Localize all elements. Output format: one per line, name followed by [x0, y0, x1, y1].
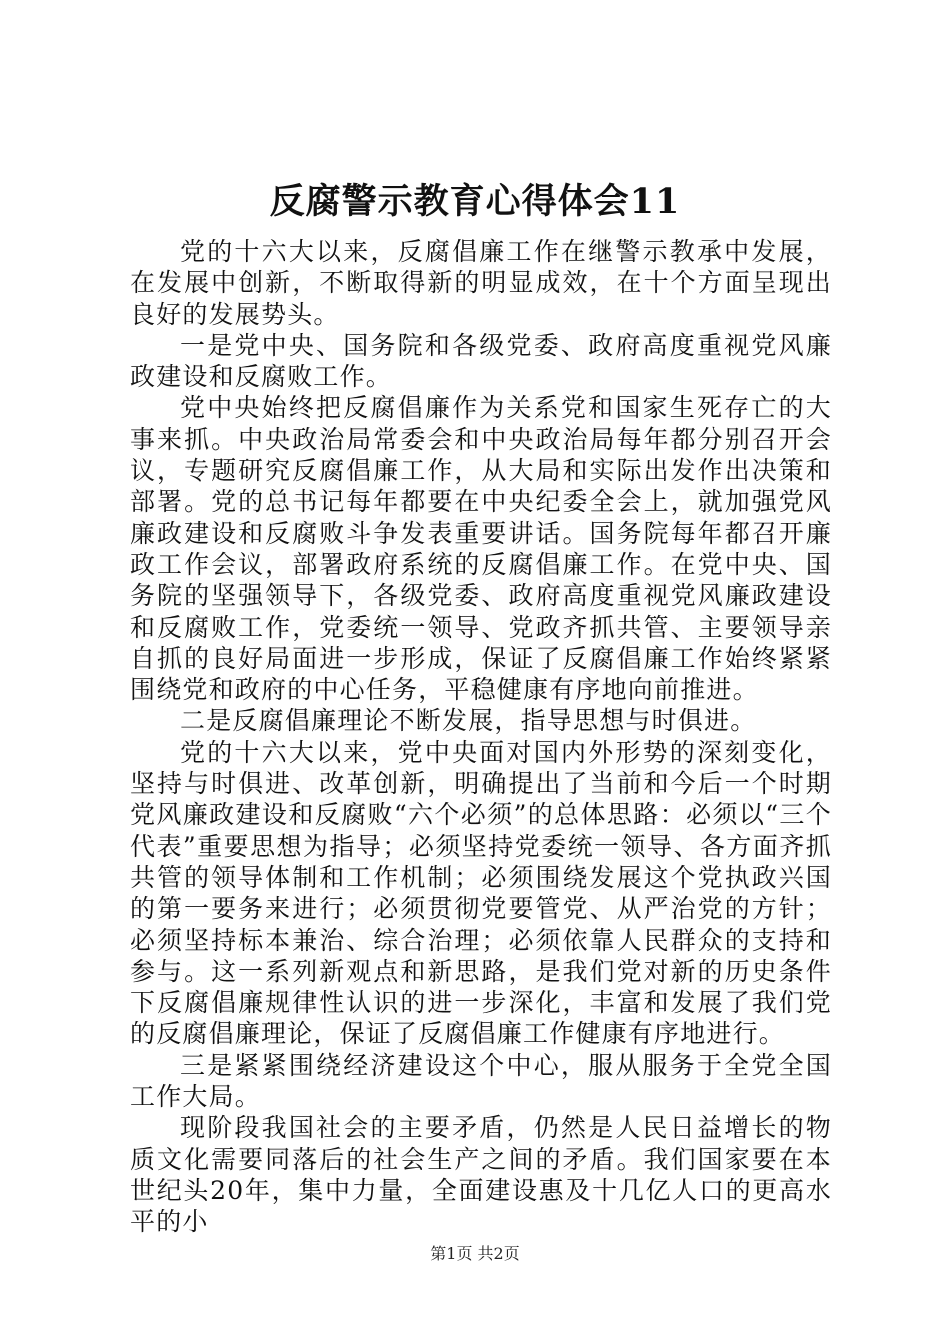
document-title: 反腐警示教育心得体会11	[269, 181, 681, 222]
paragraph-point-one-body: 党中央始终把反腐倡廉作为关系党和国家生死存亡的大事来抓。中央政治局常委会和中央政治局每年都分别召开会议，专题研究反腐倡廉工作，从大局和实际出发作出决策和部署。党的总书记每年都要在中央纪委全会上，就加强党风廉政建设和反腐败斗争发表重要讲话。国务院每年都召开廉政工作会议，部署政府系统的反腐倡廉工作。在党中央、国务院的坚强领导下，各级党委、政府高度重视党风廉政建设和反腐败工作，党委统一领导、党政齐抓共管、主要领导亲自抓的良好局面进一步形成，保证了反腐倡廉工作始终紧紧围绕党和政府的中心任务，平稳健康有序地向前推进。	[130, 393, 832, 705]
document-body	[130, 236, 832, 1238]
paragraph-point-one-heading: 一是党中央、国务院和各级党委、政府高度重视党风廉政建设和反腐败工作。	[130, 330, 832, 392]
paragraph-point-two-body: 党的十六大以来，党中央面对国内外形势的深刻变化，坚持与时俱进、改革创新，明确提出了当前和今后一个时期党风廉政建设和反腐败“六个必须”的总体思路：必须以“三个代表”重要思想为指导；必须坚持党委统一领导、各方面齐抓共管的领导体制和工作机制；必须围绕发展这个党执政兴国的第一要务来进行；必须贯彻党要管党、从严治党的方针；必须坚持标本兼治、综合治理；必须依靠人民群众的支持和参与。这一系列新观点和新思路，是我们党对新的历史条件下反腐倡廉规律性认识的进一步深化，丰富和发展了我们党的反腐倡廉理论，保证了反腐倡廉工作健康有序地进行。	[130, 737, 832, 1049]
paragraph-point-three-heading: 三是紧紧围绕经济建设这个中心，服从服务于全党全国工作大局。	[130, 1050, 832, 1112]
page-number-footer: 第1页 共2页	[430, 1244, 520, 1263]
paragraph-point-three-body: 现阶段我国社会的主要矛盾，仍然是人民日益增长的物质文化需要同落后的社会生产之间的矛盾。我们国家要在本世纪头20年，集中力量，全面建设惠及十几亿人口的更高水平的小	[130, 1113, 832, 1237]
paragraph-point-two-heading: 二是反腐倡廉理论不断发展，指导思想与时俱进。	[180, 706, 757, 736]
paragraph-intro: 党的十六大以来，反腐倡廉工作在继警示教承中发展，在发展中创新，不断取得新的明显成效，在十个方面呈现出良好的发展势头。	[130, 237, 832, 329]
